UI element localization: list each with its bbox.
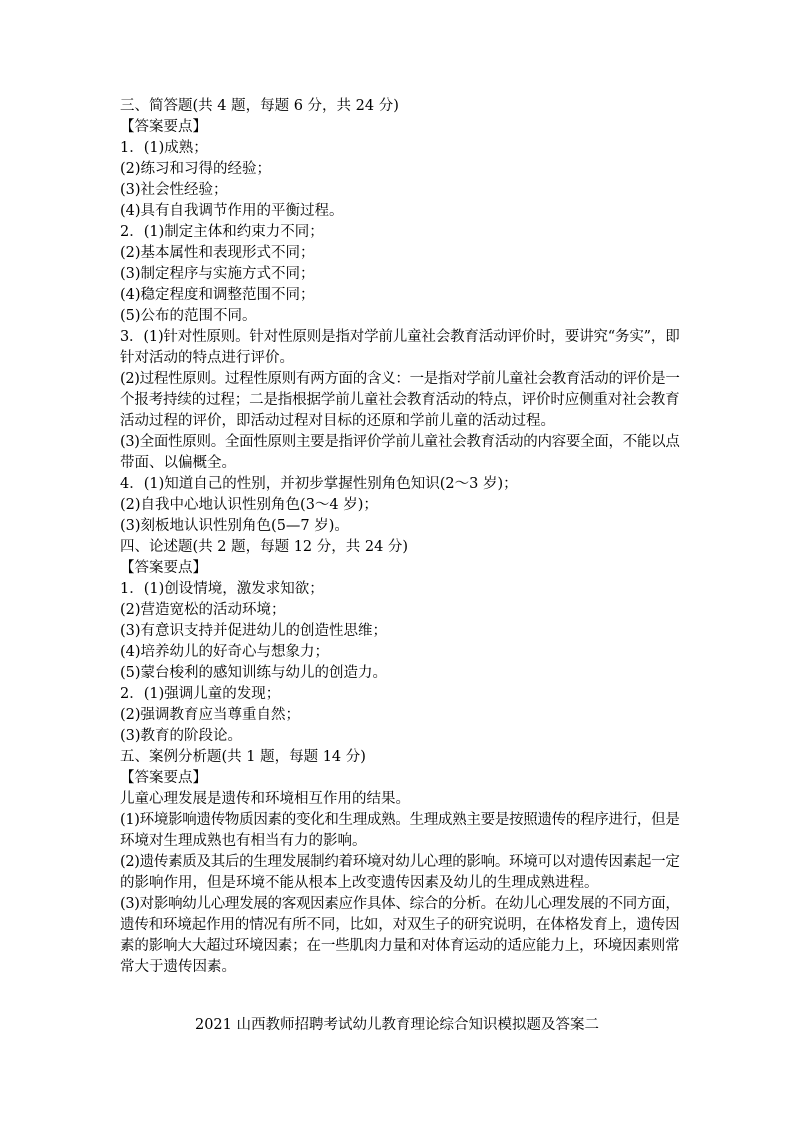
text-line: (4)稳定程度和调整范围不同； <box>120 287 315 303</box>
text-line: 2．(1)制定主体和约束力不同； <box>120 224 324 240</box>
text-line: 五、案例分析题(共 1 题，每题 14 分) <box>120 749 366 765</box>
text-line: 3．(1)针对性原则。针对性原则是指对学前儿童社会教育活动评价时，要讲究“务实”，即 <box>120 329 680 345</box>
text-line: 4．(1)知道自己的性别，并初步掌握性别角色知识(2～3 岁)； <box>120 476 518 492</box>
text-line: (2)基本属性和表现形式不同； <box>120 245 315 261</box>
text-line: (2)营造宽松的活动环境； <box>120 602 286 618</box>
text-line: (3)刻板地认识性别角色(5—7 岁)。 <box>120 518 349 534</box>
text-line: (1)环境影响遗传物质因素的变化和生理成熟。生理成熟主要是按照遗传的程序进行，但是 <box>120 812 680 828</box>
text-line: 1．(1)创设情境，激发求知欲； <box>120 581 324 597</box>
text-line: (2)遗传素质及其后的生理发展制约着环境对幼儿心理的影响。环境可以对遗传因素起一定 <box>120 854 680 870</box>
text-line: 【答案要点】 <box>120 770 207 786</box>
document-body <box>120 96 680 978</box>
text-line: (3)教育的阶段论。 <box>120 728 243 744</box>
text-line: (5)蒙台梭利的感知训练与幼儿的创造力。 <box>120 665 388 681</box>
text-line: 2．(1)强调儿童的发现； <box>120 686 281 702</box>
text-line: (2)强调教育应当尊重自然； <box>120 707 301 723</box>
text-line: (3)对影响幼儿心理发展的客观因素应作具体、综合的分析。在幼儿心理发展的不同方面， <box>120 896 680 912</box>
text-line: 的影响作用，但是环境不能从根本上改变遗传因素及幼儿的生理成熟进程。 <box>120 875 599 891</box>
text-line: (4)具有自我调节作用的平衡过程。 <box>120 203 344 219</box>
page-footer-title: 2021 山西教师招聘考试幼儿教育理论综合知识模拟题及答案二 <box>194 1017 599 1033</box>
text-line: 遗传和环境起作用的情况有所不同，比如，对双生子的研究说明，在体格发育上，遗传因 <box>120 917 680 933</box>
text-line: (3)有意识支持并促进幼儿的创造性思维； <box>120 623 388 639</box>
text-line: 环境对生理成熟也有相当有力的影响。 <box>120 833 367 849</box>
text-line: (2)过程性原则。过程性原则有两方面的含义：一是指对学前儿童社会教育活动的评价是一 <box>120 371 680 387</box>
text-line: 素的影响大大超过环境因素；在一些肌肉力量和对体育运动的适应能力上，环境因素则常 <box>120 938 680 954</box>
text-line: 【答案要点】 <box>120 119 207 135</box>
text-line: 针对活动的特点进行评价。 <box>120 350 294 366</box>
text-line: 带面、以偏概全。 <box>120 455 236 471</box>
text-line: (2)练习和习得的经验； <box>120 161 272 177</box>
text-line: (3)全面性原则。全面性原则主要是指评价学前儿童社会教育活动的内容要全面，不能以点 <box>120 434 680 450</box>
text-line: (5)公布的范围不同。 <box>120 308 257 324</box>
text-line: 【答案要点】 <box>120 560 207 576</box>
text-line: 1．(1)成熟； <box>120 140 208 156</box>
text-line: (3)制定程序与实施方式不同； <box>120 266 315 282</box>
text-line: 个报考持续的过程；二是指根据学前儿童社会教育活动的特点，评价时应侧重对社会教育 <box>120 392 680 408</box>
text-line: 常大于遗传因素。 <box>120 959 236 975</box>
text-line: (3)社会性经验； <box>120 182 228 198</box>
text-line: 活动过程的评价，即活动过程对目标的还原和学前儿童的活动过程。 <box>120 413 555 429</box>
text-line: 四、论述题(共 2 题，每题 12 分，共 24 分) <box>120 539 409 555</box>
text-line: 儿童心理发展是遗传和环境相互作用的结果。 <box>120 791 410 807</box>
text-line: (4)培养幼儿的好奇心与想象力； <box>120 644 330 660</box>
text-line: (2)自我中心地认识性别角色(3～4 岁)； <box>120 497 378 513</box>
text-line: 三、简答题(共 4 题，每题 6 分，共 24 分) <box>120 98 399 114</box>
